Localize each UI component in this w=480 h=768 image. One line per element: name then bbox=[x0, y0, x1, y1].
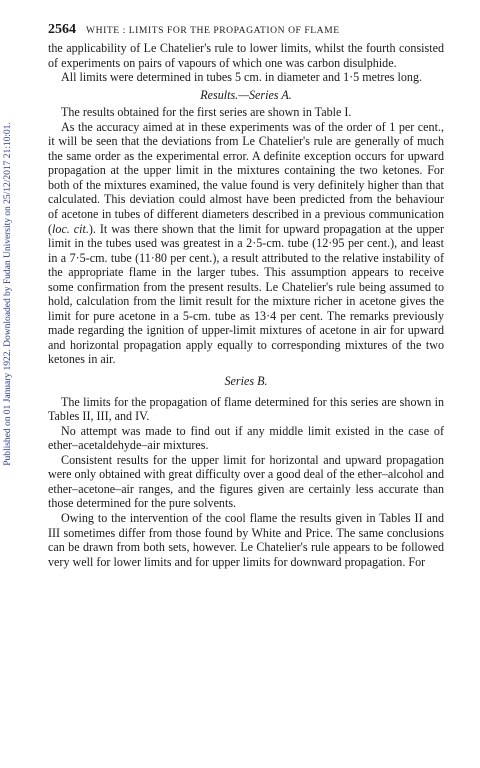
results-heading bbox=[48, 88, 444, 103]
results-heading-text: Results.—Series A. bbox=[200, 87, 292, 102]
series-b-paragraph-4: Owing to the intervention of the cool flame the results given in Tables II and III sometimes differ from those found by White and Price. The same conclusions can be drawn from both sets, however. Le Chatelier's rule appears to be followed very well for lower limits and for upper limits for downward propagation. For bbox=[48, 510, 444, 569]
intro-paragraph: the applicability of Le Chatelier's rule to lower limits, whilst the fourth consisted of experiments on pairs of vapours of which one was carbon disulphide. bbox=[48, 41, 444, 70]
download-notice: Published on 01 January 1922. Downloaded by Fudan University on 25/12/2017 21:10:01. bbox=[2, 122, 13, 466]
series-a-paragraph-2-part-1: As the accuracy aimed at in these experiments was of the order of 1 per cent., it will be seen that the deviations from Le Chatelier's rule are generally of much the same order as the experimental error. A definite exception occurs for upward propagation at the upper limit in the mixtures containing the two ketones. For both of the mixtures examined, the value found is very definitely higher than that calculated. This deviation could almost have been predicted from the behaviour of acetone in tubes of different diameters described in a previous communication ( bbox=[48, 119, 444, 236]
series-b-paragraph-2: No attempt was made to find out if any middle limit existed in the case of ether–acetaldehyde–air mixtures. bbox=[48, 423, 444, 453]
series-b-paragraph-3: Consistent results for the upper limit for horizontal and upward propagation were only obtained with great difficulty over a good deal of the ether–alcohol and ether–acetone–air ranges, and the figures given are certainly less accurate than those determined for the pure solvents. bbox=[48, 452, 444, 511]
body-text bbox=[48, 41, 444, 569]
page-content bbox=[48, 22, 444, 569]
series-a-paragraph-2-part-2: ). It was there shown that the limit for upward propagation at the upper limit in the tubes used was greatest in a 2·5-cm. tube (12·95 per cent.), and least in a 7·5-cm. tube (11·80 per cent.), a result attributed to the relative instability of the appropriate flame in the larger tubes. This assumption appears to receive some confirmation from the present results. Le Chatelier's rule being assumed to hold, calculation from the limit result for the mixture richer in acetone gives the limit for pure acetone in a 5-cm. tube as 13·4 per cent. The remarks previously made regarding the ignition of upper-limit mixtures of acetone in air for upward and horizontal propagation apply equally to corresponding mixtures of the two ketones in air. bbox=[48, 221, 445, 367]
series-a-paragraph-2 bbox=[48, 120, 444, 367]
page-header bbox=[48, 22, 444, 36]
running-head: WHITE : LIMITS FOR THE PROPAGATION OF FLAME bbox=[86, 25, 340, 36]
download-watermark-sidebar bbox=[2, 96, 14, 492]
page-number: 2564 bbox=[48, 22, 76, 37]
series-b-heading bbox=[48, 374, 444, 389]
series-b-heading-text: Series B. bbox=[224, 374, 268, 389]
series-a-paragraph-1: The results obtained for the first series are shown in Table I. bbox=[61, 105, 352, 120]
series-b-paragraph-1: The limits for the propagation of flame determined for this series are shown in Tables II, III, and IV. bbox=[48, 394, 444, 424]
limits-paragraph: All limits were determined in tubes 5 cm. in diameter and 1·5 metres long. bbox=[61, 70, 423, 85]
citation: loc. cit. bbox=[52, 221, 89, 236]
